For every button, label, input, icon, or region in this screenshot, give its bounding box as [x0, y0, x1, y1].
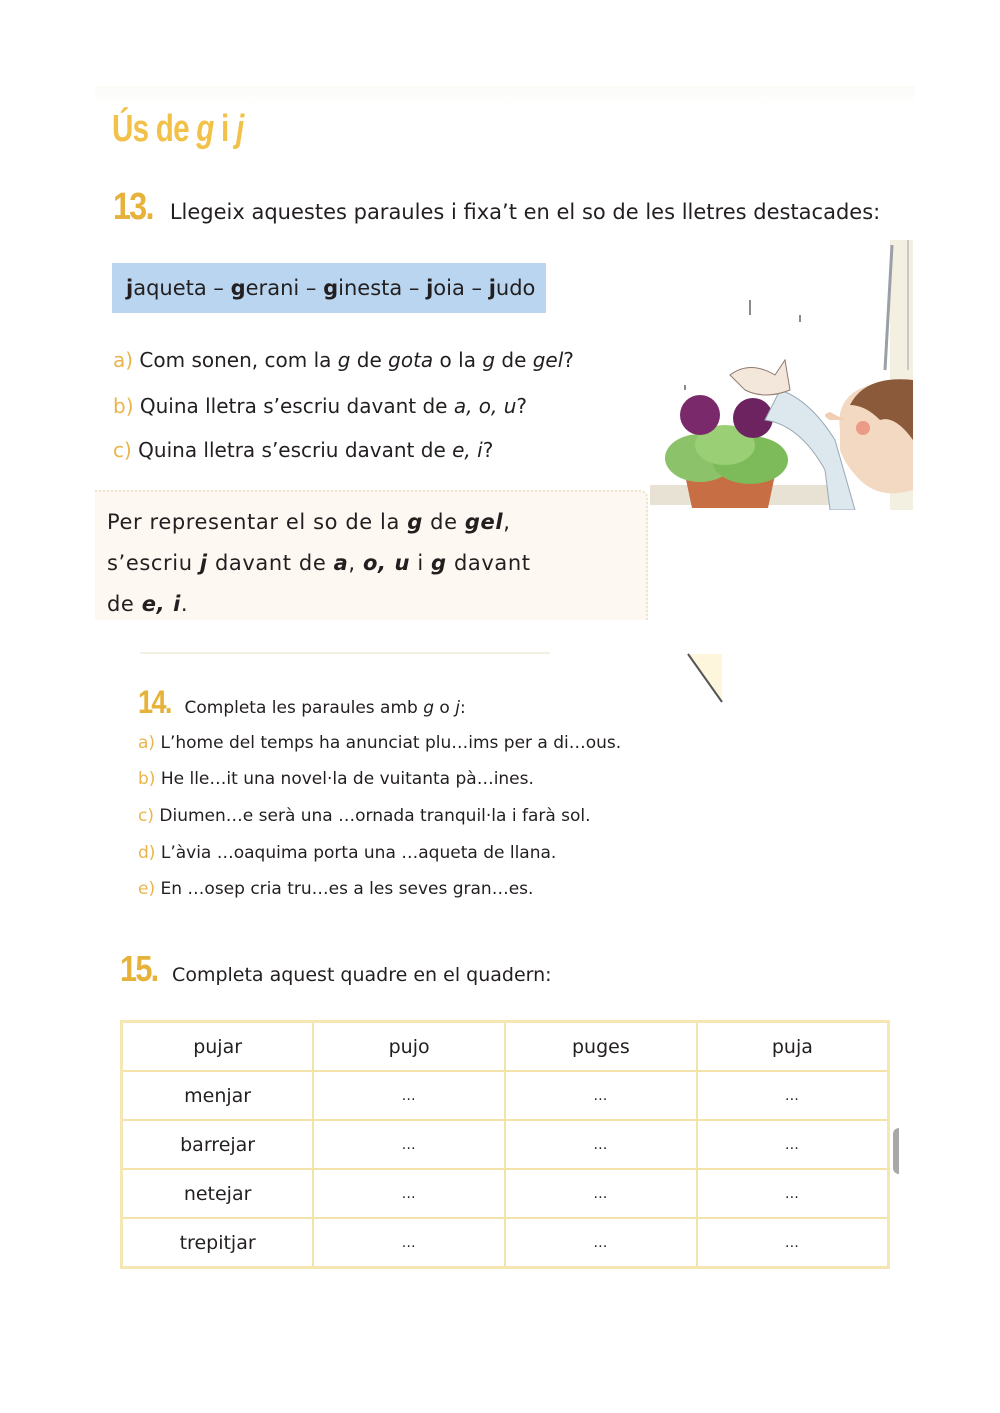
item-letter: b) — [113, 394, 134, 418]
item-text: L’home del temps ha anunciat plu…ims per a di…ous. — [160, 733, 622, 753]
item-letter: a) — [113, 348, 134, 372]
word-highlight: j — [426, 276, 434, 300]
table-cell-blank: … — [697, 1120, 889, 1169]
text: davant — [446, 551, 531, 575]
rule-box — [95, 490, 648, 620]
page-corner-decoration — [686, 652, 726, 704]
separator: – — [402, 276, 427, 300]
text: , — [348, 551, 363, 575]
illustration-boy-flowerpot — [650, 240, 913, 510]
table-cell-blank: … — [313, 1120, 505, 1169]
text: g — [407, 510, 423, 534]
rule-line-2 — [107, 543, 646, 584]
table-header-cell: puja — [697, 1022, 889, 1072]
exercise-number: 13. — [113, 186, 153, 228]
word-rest: oia — [433, 276, 465, 300]
table-cell-blank: … — [313, 1218, 505, 1268]
rule-line-1 — [107, 502, 646, 543]
text: i — [410, 551, 432, 575]
item-text: L’àvia …oaquima porta una …aqueta de llana. — [160, 843, 557, 863]
table-row — [122, 1071, 889, 1120]
exercise-14-item-a — [138, 733, 621, 753]
word-highlight: j — [488, 276, 496, 300]
table-cell-blank: … — [313, 1169, 505, 1218]
title-mid: i — [213, 108, 236, 150]
exercise-14-item-b — [138, 769, 534, 789]
text: de — [422, 510, 465, 534]
table-cell-blank: … — [697, 1071, 889, 1120]
table-cell-blank: … — [313, 1071, 505, 1120]
exercise-number: 14. — [138, 684, 171, 720]
table-header-row — [122, 1022, 889, 1072]
table-cell-blank: … — [505, 1169, 697, 1218]
title-j: j — [235, 108, 244, 150]
item-letter: b) — [138, 769, 156, 789]
table-header-cell: pujar — [122, 1022, 314, 1072]
table-cell-blank: … — [505, 1218, 697, 1268]
separator: – — [464, 276, 489, 300]
text: ? — [563, 348, 574, 372]
question-a — [113, 348, 574, 372]
text: o la — [433, 348, 483, 372]
table-cell-blank: … — [505, 1071, 697, 1120]
text: s’escriu — [107, 551, 200, 575]
text: , — [503, 510, 511, 534]
text: gel — [464, 510, 504, 534]
text: ? — [482, 438, 494, 462]
text: g — [337, 348, 351, 372]
text: Com sonen, com la — [139, 348, 338, 372]
table-cell-verb: netejar — [122, 1169, 314, 1218]
item-letter: d) — [138, 843, 156, 863]
separator: – — [206, 276, 231, 300]
rule-line-3 — [107, 584, 646, 625]
exercise-14-item-c — [138, 806, 591, 826]
item-text: Diumen…e serà una …ornada tranquil·la i farà sol. — [159, 806, 591, 826]
word-rest: aqueta — [133, 276, 207, 300]
text: j — [199, 551, 208, 575]
title-g: g — [196, 108, 214, 150]
text: o, u — [362, 551, 411, 575]
highlighted-words-box — [112, 263, 546, 313]
table-cell-verb: barrejar — [122, 1120, 314, 1169]
table-cell-verb: menjar — [122, 1071, 314, 1120]
page-top-band — [95, 86, 915, 108]
table-cell-blank: … — [697, 1169, 889, 1218]
text: a, o, u — [453, 394, 517, 418]
table-cell-verb: trepitjar — [122, 1218, 314, 1268]
text: j — [455, 698, 460, 718]
text: g — [431, 551, 447, 575]
table-row — [122, 1120, 889, 1169]
word-highlight: g — [323, 276, 339, 300]
word-rest: erani — [245, 276, 300, 300]
text: g — [423, 698, 435, 718]
exercise-14-item-e — [138, 879, 533, 899]
item-text: He lle…it una novel·la de vuitanta pà…ines. — [160, 769, 534, 789]
exercise-15-heading — [120, 948, 552, 990]
separator: – — [299, 276, 324, 300]
item-letter: c) — [138, 806, 154, 826]
exercise-14-item-d — [138, 843, 556, 863]
text: gel — [532, 348, 564, 372]
item-letter: e) — [138, 879, 156, 899]
exercise-instruction: Llegeix aquestes paraules i fixa’t en el so de les lletres destacades: — [169, 200, 881, 224]
item-letter: c) — [113, 438, 132, 462]
text: de — [350, 348, 389, 372]
section-title — [112, 108, 243, 151]
item-text: En …osep cria tru…es a les seves gran…es. — [160, 879, 534, 899]
exercise-instruction: Completa aquest quadre en el quadern: — [172, 964, 552, 986]
question-c — [113, 438, 493, 462]
title-prefix: Ús de — [112, 108, 197, 150]
text: Quina lletra s’escriu davant de — [138, 438, 453, 462]
table-row — [122, 1218, 889, 1268]
table-cell-blank: … — [505, 1120, 697, 1169]
text: o — [434, 698, 456, 718]
word-highlight: j — [126, 276, 134, 300]
text: a — [333, 551, 349, 575]
text: Per representar el so de la — [107, 510, 408, 534]
exercise-13-heading — [113, 186, 880, 229]
text: . — [180, 592, 189, 616]
text: Completa les paraules amb — [184, 698, 424, 718]
exercise-number: 15. — [120, 948, 158, 989]
conjugation-table — [120, 1020, 890, 1269]
text: e, i — [452, 438, 483, 462]
table-header-cell: pujo — [313, 1022, 505, 1072]
text: ? — [516, 394, 528, 418]
word-highlight: g — [230, 276, 246, 300]
divider — [140, 652, 550, 654]
text: e, i — [141, 592, 181, 616]
text: de — [495, 348, 533, 372]
text: : — [459, 698, 466, 718]
text: de — [107, 592, 142, 616]
page-edge-shadow — [893, 1128, 899, 1174]
question-b — [113, 394, 527, 418]
text: Quina lletra s’escriu davant de — [139, 394, 454, 418]
word-rest: udo — [495, 276, 536, 300]
exercise-14-heading — [138, 684, 466, 721]
table-header-cell: puges — [505, 1022, 697, 1072]
item-letter: a) — [138, 733, 156, 753]
text: davant de — [207, 551, 334, 575]
word-rest: inesta — [338, 276, 403, 300]
text: gota — [388, 348, 434, 372]
text: g — [482, 348, 496, 372]
table-row — [122, 1169, 889, 1218]
table-cell-blank: … — [697, 1218, 889, 1268]
